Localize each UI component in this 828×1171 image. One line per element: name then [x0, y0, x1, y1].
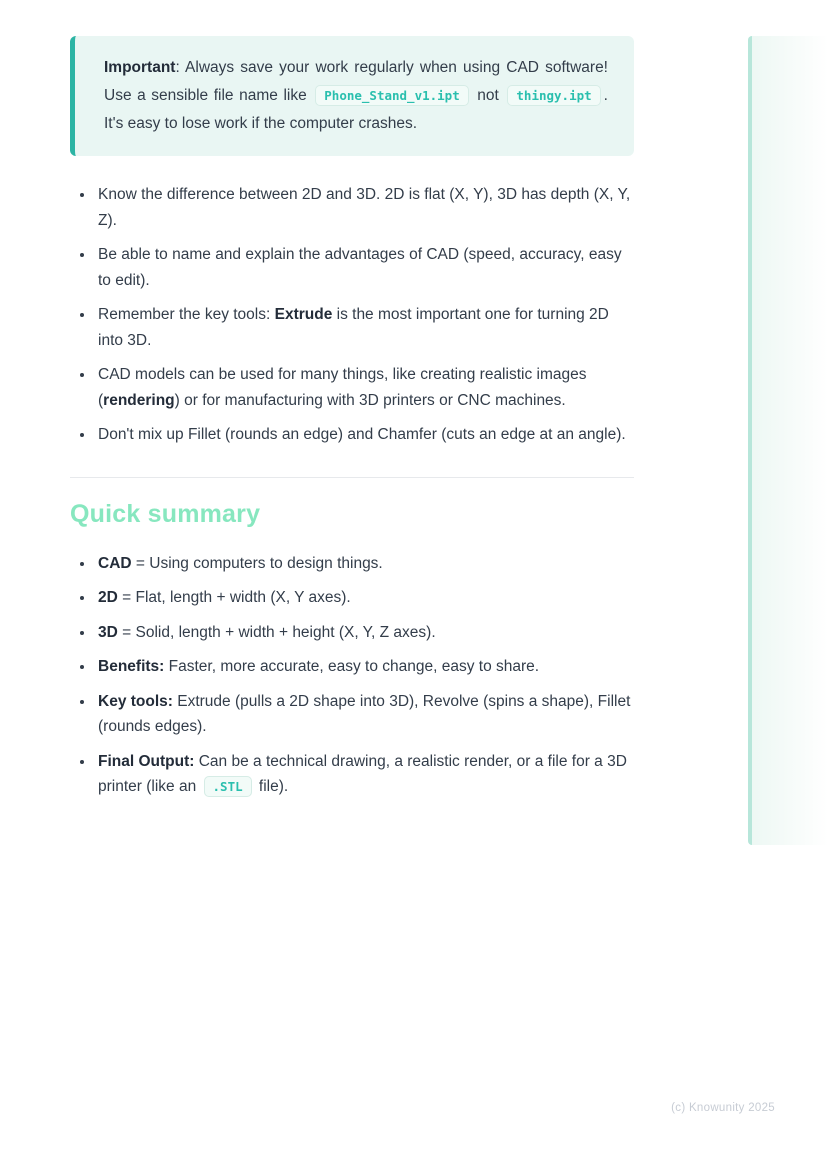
quick-summary-heading: Quick summary	[70, 499, 261, 528]
text-segment: Extrude (pulls a 2D shape into 3D), Revolve (spins a shape), Fillet (rounds edges).	[98, 692, 631, 735]
text-segment: = Flat, length + width (X, Y axes).	[117, 589, 351, 606]
callout-text	[104, 54, 608, 138]
bold-text: rendering	[103, 391, 175, 409]
footer-credit: (c) Knowunity 2025	[671, 1102, 775, 1114]
inline-code-chip: Phone_Stand_v1.ipt	[315, 85, 468, 106]
text-segment: . It's easy to lose work if the computer crashes.	[104, 87, 608, 132]
bold-text: Benefits:	[98, 658, 165, 675]
bold-text: 3D	[98, 623, 118, 641]
text-segment: not	[471, 87, 505, 104]
text-segment: Faster, more accurate, easy to change, easy to share.	[164, 658, 540, 675]
inline-code-chip: .STL	[204, 776, 252, 797]
text-segment: = Using computers to design things.	[131, 554, 383, 572]
text-segment: = Solid, length + width + height (X, Y, Z axes).	[117, 623, 436, 641]
list-item	[95, 362, 634, 413]
list-item	[95, 422, 634, 448]
text-segment: Be able to name and explain the advantages of CAD (speed, accuracy, easy to edit).	[98, 246, 622, 289]
bold-text: 2D	[98, 589, 118, 606]
list-item	[95, 302, 634, 353]
list-item	[95, 182, 634, 233]
text-segment: is the most important one for turning 2D into 3D.	[98, 306, 609, 349]
bold-text: CAD	[98, 554, 132, 572]
next-page-peek	[748, 36, 828, 845]
inline-code-chip: thingy.ipt	[507, 85, 600, 106]
text-segment: file).	[254, 778, 289, 795]
section-divider	[70, 477, 634, 478]
text-segment: Know the difference between 2D and 3D. 2D is flat (X, Y), 3D has depth (X, Y, Z).	[98, 186, 631, 229]
list-item	[95, 749, 634, 800]
bold-text: Key tools:	[98, 692, 173, 710]
summary-bullet-list	[70, 551, 634, 800]
page-content	[70, 36, 634, 809]
bold-text: Extrude	[274, 306, 333, 323]
important-callout	[70, 36, 634, 156]
list-item	[95, 689, 634, 740]
bold-text: Important	[104, 59, 176, 76]
list-item	[95, 620, 634, 646]
text-segment: ) or for manufacturing with 3D printers or CNC machines.	[174, 391, 566, 409]
text-segment: : Always save your work regularly when using CAD software! Use a sensible file name like	[104, 59, 608, 104]
text-segment: CAD models can be used for many things, like creating realistic images (	[98, 366, 587, 409]
list-item	[95, 551, 634, 577]
text-segment: Remember the key tools:	[98, 306, 275, 323]
revision-bullet-list	[70, 182, 634, 448]
list-item	[95, 654, 634, 680]
bold-text: Final Output:	[98, 752, 195, 770]
text-segment: Don't mix up Fillet (rounds an edge) and Chamfer (cuts an edge at an angle).	[98, 426, 626, 443]
text-segment: Can be a technical drawing, a realistic render, or a file for a 3D printer (like an	[98, 752, 627, 795]
list-item	[95, 242, 634, 293]
list-item	[95, 585, 634, 611]
